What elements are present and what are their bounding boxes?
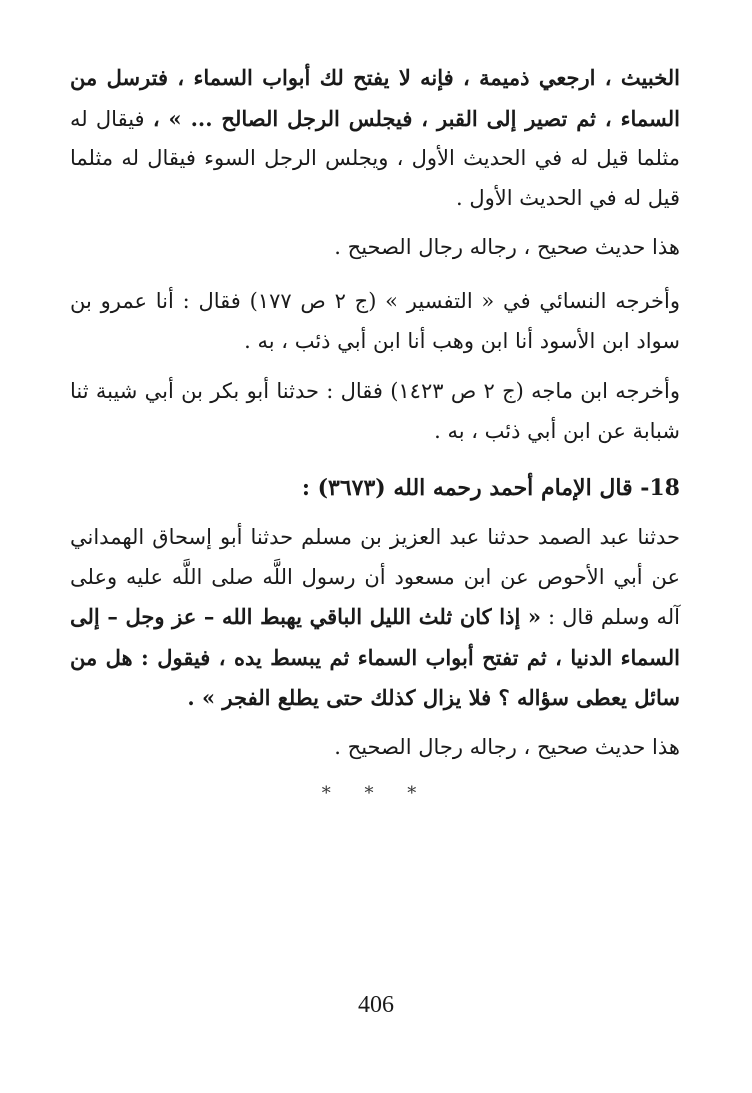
paragraph-hadith-continuation (70, 58, 680, 218)
paragraph-authenticity-note-2: هذا حديث صحيح ، رجاله رجال الصحيح . (334, 735, 680, 759)
bold-hadith-text: الخبيث ، ارجعي ذميمة ، فإنه لا يفتح لك أبواب السماء ، فترسل من السماء ، ثم تصير إلى القبر ، فيجلس الرجل الصالح ... » ، (70, 65, 680, 131)
paragraph-nasai-reference: وأخرجه النسائي في « التفسير » (ج ٢ ص ١٧٧) فقال : أنا عمرو بن سواد ابن الأسود أنا ابن وهب أنا ابن أبي ذئب ، به . (70, 289, 680, 353)
hadith-heading: 18- قال الإمام أحمد رحمه الله (٣٦٧٣) : (301, 475, 680, 501)
bold-hadith-text: « إذا كان ثلث الليل الباقي يهبط الله – عز وجل – إلى السماء الدنيا ، ثم تفتح أبواب السماء ثم يبسط يده ، فيقول : هل من سائل يعطى سؤاله ؟ فلا يزال كذلك حتى يطلع الفجر » . (70, 604, 680, 710)
commentary-text: فيقال له مثلما قيل له في الحديث الأول ، ويجلس الرجل السوء فيقال له مثلما قيل له في الحديث الأول . (70, 106, 680, 210)
paragraph-authenticity-note: هذا حديث صحيح ، رجاله رجال الصحيح . (334, 235, 680, 259)
page-number: 406 (358, 992, 394, 1018)
section-separator: * * * (321, 783, 431, 804)
isnad-text: حدثنا عبد الصمد حدثنا عبد العزيز بن مسلم حدثنا أبو إسحاق الهمداني عن أبي الأحوص عن ابن مسعود أن رسول اللَّه صلى اللَّه عليه وعلى آله وسلم قال : (70, 525, 680, 629)
paragraph-ibn-majah-reference: وأخرجه ابن ماجه (ج ٢ ص ١٤٢٣) فقال : حدثنا أبو بكر بن أبي شيبة ثنا شبابة عن ابن أبي ذئب ، به . (70, 379, 680, 443)
paragraph-hadith-18 (70, 518, 680, 719)
